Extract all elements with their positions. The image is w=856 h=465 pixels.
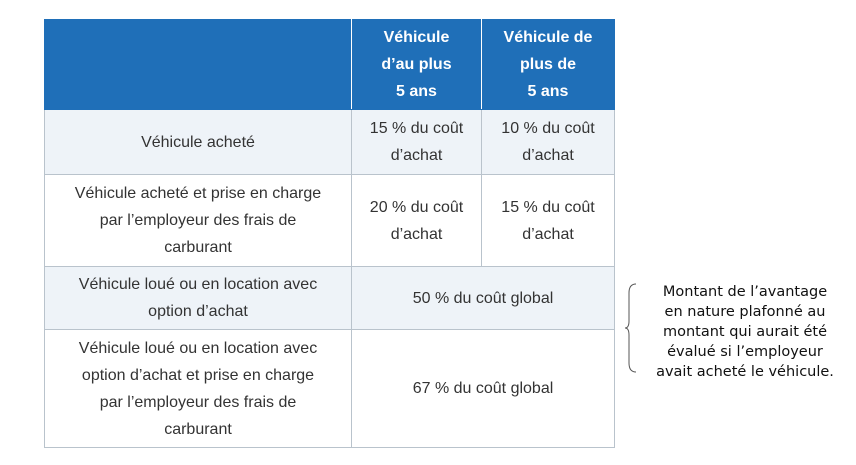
- merged-cell-value: 67 % du coût global: [352, 330, 615, 448]
- header-vehicle-over-5-years: Véhicule de plus de 5 ans: [482, 20, 615, 110]
- row-label: Véhicule acheté et prise en charge par l’employeur des frais de carburant: [45, 175, 352, 267]
- cap-note: Montant de l’avantage en nature plafonné au montant qui aurait été évalué si l’employeur avait acheté le véhicule.: [656, 284, 834, 380]
- benefit-valuation-table: [44, 19, 615, 448]
- merged-cell-value: 50 % du coût global: [352, 267, 615, 330]
- table-row: [45, 330, 615, 448]
- row-label: Véhicule loué ou en location avec option d’achat: [45, 267, 352, 330]
- cell-value: 15 % du coût d’achat: [352, 110, 482, 175]
- row-label: Véhicule loué ou en location avec option d’achat et prise en charge par l’employeur des frais de carburant: [45, 330, 352, 448]
- header-vehicle-max-5-years: Véhicule d’au plus 5 ans: [352, 20, 482, 110]
- table-row: [45, 110, 615, 175]
- row-label: Véhicule acheté: [45, 110, 352, 175]
- cell-value: 10 % du coût d’achat: [482, 110, 615, 175]
- header-empty-cell: [45, 20, 352, 110]
- curly-brace-icon: [624, 283, 638, 373]
- cell-value: 20 % du coût d’achat: [352, 175, 482, 267]
- table-header-row: [45, 20, 615, 110]
- cell-value: 15 % du coût d’achat: [482, 175, 615, 267]
- table-row: [45, 267, 615, 330]
- table-row: [45, 175, 615, 267]
